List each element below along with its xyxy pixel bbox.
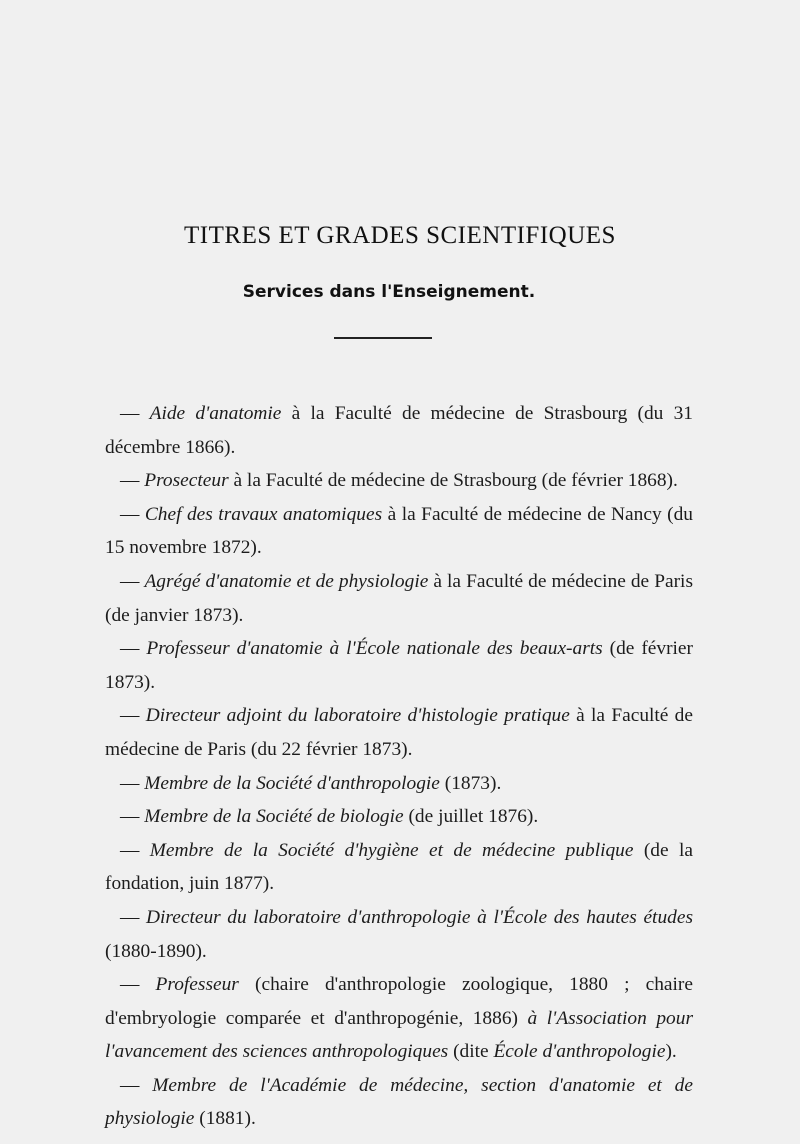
- list-item: — Aide d'anatomie à la Faculté de médecine de Strasbourg (du 31 décembre 1866).: [105, 403, 693, 458]
- list-item: — Directeur du laboratoire d'anthropologie à l'École des hautes études (1880-1890).: [105, 906, 693, 962]
- page-title: TITRES ET GRADES SCIENTIFIQUES: [184, 222, 616, 249]
- list-item: — Professeur (chaire d'anthropologie zoologique, 1880 ; chaire d'embryologie comparée et d'anthropogénie, 1886) à l'Association pour l'avancement des sciences anthropologiques (dite École d'anthropologie).: [105, 974, 693, 1063]
- entries-list: [105, 397, 693, 1136]
- section-subtitle: Services dans l'Enseignement.: [242, 282, 536, 302]
- list-item: — Membre de la Société d'hygiène et de médecine publique (de la fondation, juin 1877).: [105, 839, 693, 895]
- divider-rule: [334, 337, 432, 339]
- list-item: — Prosecteur à la Faculté de médecine de Strasbourg (de février 1868).: [120, 470, 678, 492]
- list-item: — Membre de la Société d'anthropologie (1873).: [120, 772, 502, 794]
- list-item: — Professeur d'anatomie à l'École nationale des beaux-arts (de février 1873).: [105, 638, 693, 693]
- list-item: — Membre de la Société de biologie (de juillet 1876).: [120, 806, 539, 828]
- list-item: — Membre de l'Académie de médecine, section d'anatomie et de physiologie (1881).: [105, 1074, 693, 1130]
- list-item: — Chef des travaux anatomiques à la Faculté de médecine de Nancy (du 15 novembre 1872).: [105, 503, 693, 559]
- list-item: — Agrégé d'anatomie et de physiologie à la Faculté de médecine de Paris (de janvier 1873).: [105, 570, 693, 626]
- list-item: — Directeur adjoint du laboratoire d'histologie pratique à la Faculté de médecine de Paris (du 22 février 1873).: [105, 705, 693, 760]
